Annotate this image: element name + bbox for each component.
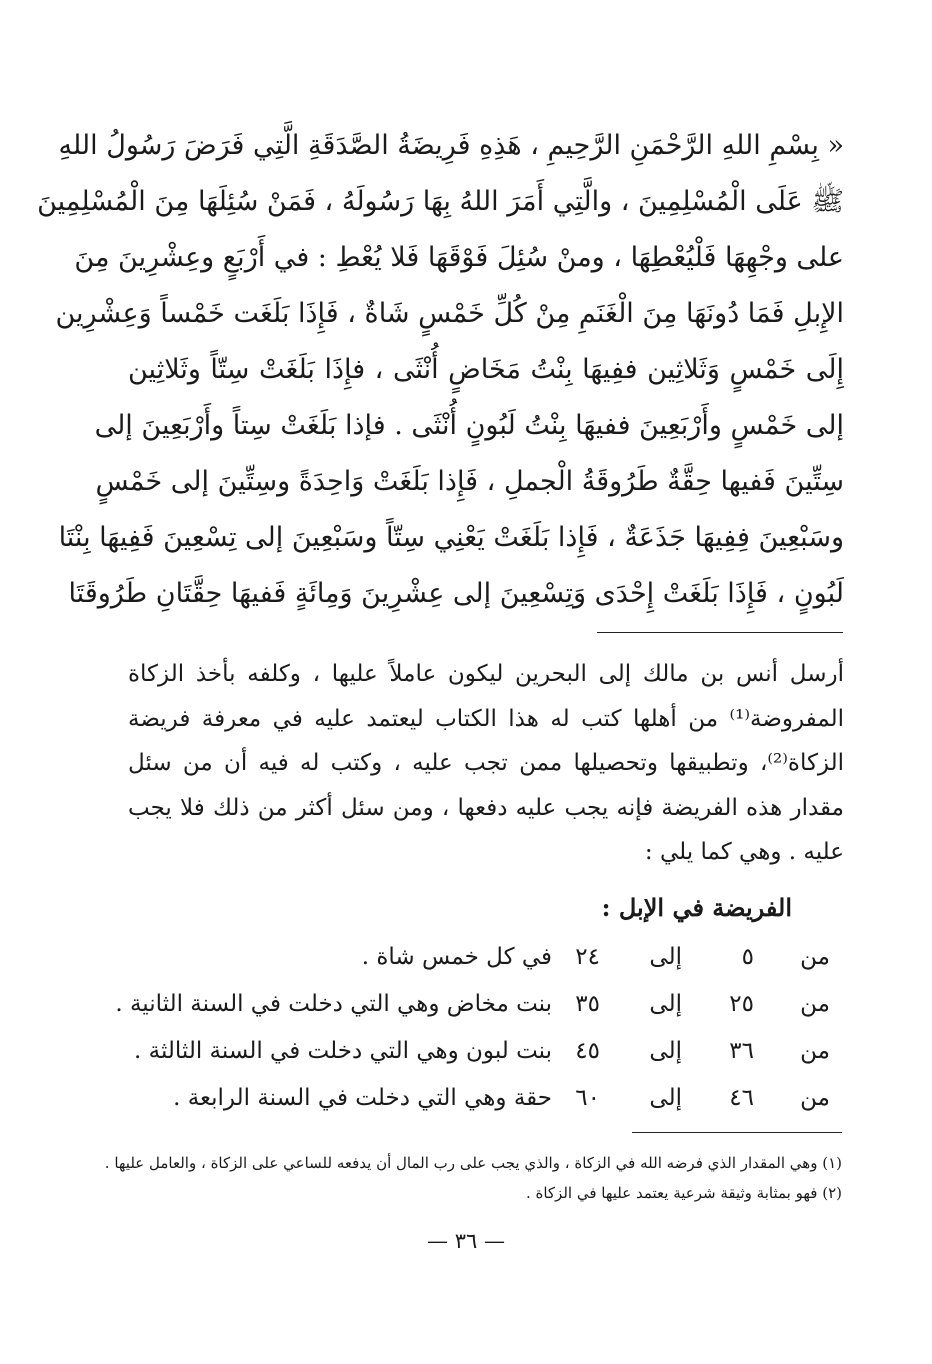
table-row	[128, 1028, 844, 1075]
hadith-line: إِلَى خَمْسٍ وَثَلاثِين ففِيهَا بِنْتُ مَخَاضٍ أُنْثَى ، فإِذَا بَلَغَتْ سِتّاً وثَلاثِين	[128, 354, 844, 385]
footnotes	[102, 1148, 842, 1208]
commentary-line: أرسل أنس بن مالك إلى البحرين ليكون عاملاً عليها ، وكلفه بأخذ الزكاة	[128, 661, 844, 687]
from-label: من	[800, 1085, 830, 1111]
footnote: (٢) فهو بمثابة وثيقة شرعية يعتمد عليها في الزكاة .	[525, 1184, 842, 1202]
to-label: إلى	[649, 991, 682, 1017]
range-start: ٥	[741, 944, 754, 970]
due-description: حقة وهي التي دخلت في السنة الرابعة .	[173, 1085, 552, 1111]
range-start: ٣٦	[729, 1038, 754, 1064]
due-description: بنت لبون وهي التي دخلت في السنة الثالثة .	[134, 1038, 552, 1064]
hadith-line: لَبُونٍ ، فَإِذَا بَلَغَتْ إِحْدَى وَتِسْعِينَ إلى عِشْرِينَ وَمِائَةٍ فَفيهَا حِقَّتَانِ طَرُوقَتَا	[68, 578, 844, 609]
to-label: إلى	[649, 1038, 682, 1064]
range-end: ٦٠	[575, 1085, 600, 1111]
commentary-text	[128, 652, 844, 875]
to-label: إلى	[649, 944, 682, 970]
table-row	[128, 934, 844, 981]
from-label: من	[800, 991, 830, 1017]
hadith-line: الإِبلِ فَمَا دُونَهَا مِنَ الْغَنَمِ مِنْ كُلِّ خَمْسٍ شَاةٌ ، فَإِذَا بَلَغَت خَمْساً وَعِشْرِين	[55, 298, 844, 329]
commentary-line: عليه . وهي كما يلي :	[644, 839, 844, 865]
commentary-line: مقدار هذه الفريضة فإنه يجب عليه دفعها ، ومن سئل أكثر من ذلك فلا يجب	[128, 794, 844, 821]
hadith-line: ﷺ عَلَى الْمُسْلِمِينَ ، والَّتِي أَمَرَ اللهُ بِهَا رَسُولَهُ ، فَمَنْ سُئِلَهَا مِنَ الْمُسْلِمِينَ	[37, 186, 844, 217]
hadith-line: « بِسْمِ اللهِ الرَّحْمَنِ الرَّحِيمِ ، هَذِهِ فَرِيضَةُ الصَّدَقَةِ الَّتِي فَرَضَ رَسُولُ اللهِ	[58, 130, 844, 161]
section-heading: الفريضة في الإبل :	[601, 893, 792, 922]
due-description: بنت مخاض وهي التي دخلت في السنة الثانية .	[115, 991, 552, 1017]
hadith-line: وسَبْعِينَ فِفِيهَا جَذَعَةٌ ، فَإِذا بَلَغَتْ يَعْنِي سِتّاً وسَبْعِينَ إلى تِسْعِينَ فَفِيهَا بِنْتَا	[58, 522, 844, 553]
footnote: (١) وهي المقدار الذي فرضه الله في الزكاة ، والذي يجب على رب المال أن يدفعه للساعي على الزكاة ، والعامل عليها .	[104, 1154, 842, 1172]
commentary-line: المفروضة⁽¹⁾ من أهلها كتب له هذا الكتاب ليعتمد عليه في معرفة فريضة	[128, 705, 844, 732]
hadith-line: سِتِّينَ فَفيها حِقَّةٌ طَرُوقَةُ الْجملِ ، فَإِذا بَلَغَتْ وَاحِدَةً وسِتِّينَ إلى خَمْسٍ	[95, 466, 844, 497]
due-description: في كل خمس شاة .	[361, 944, 552, 970]
table-row	[128, 1075, 844, 1122]
to-label: إلى	[649, 1085, 682, 1111]
range-end: ٤٥	[575, 1038, 600, 1064]
commentary-line: الزكاة⁽²⁾، وتطبيقها وتحصيلها ممن تجب عليه ، وكتب له فيه أن من سئل	[128, 750, 844, 776]
zakat-camel-table	[115, 934, 844, 1122]
footnote-divider	[632, 1132, 842, 1133]
from-label: من	[800, 944, 830, 970]
range-end: ٣٥	[575, 991, 600, 1017]
hadith-text	[37, 118, 844, 622]
range-start: ٤٦	[729, 1085, 754, 1111]
from-label: من	[800, 1038, 830, 1064]
hadith-line: إلى خَمْسٍ وأَرْبَعِينَ ففيهَا بِنْتُ لَبُونٍ أُنْثَى . فإذا بَلَغَتْ سِتاً وأَرْبَعِينَ إلى	[94, 410, 844, 441]
range-end: ٢٤	[575, 944, 600, 970]
section-divider	[597, 632, 843, 633]
hadith-line: على وجْهِهَا فَلْيُعْطِهَا ، ومنْ سُئِلَ فَوْقَهَا فَلا يُعْطِ : في أَرْبَعٍ وعِشْرِينَ مِنَ	[74, 242, 844, 273]
page-number: — ٣٦ —	[427, 1229, 505, 1253]
table-row	[115, 981, 844, 1028]
range-start: ٢٥	[729, 991, 754, 1017]
